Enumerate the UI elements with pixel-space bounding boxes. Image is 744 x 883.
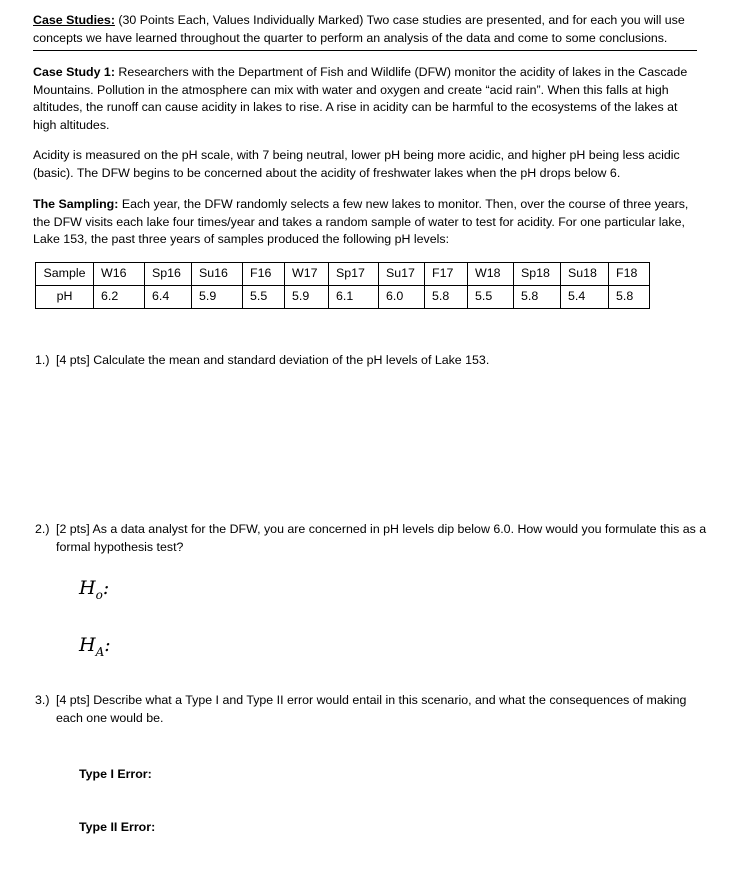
alternative-hypothesis-label — [79, 634, 111, 661]
table-cell-ph: 6.4 — [145, 286, 192, 309]
sampling-paragraph — [33, 196, 708, 249]
table-row-ph — [36, 286, 650, 309]
table-cell-sample: F16 — [243, 263, 285, 286]
case-studies-title: Case Studies: — [33, 13, 115, 27]
question-1 — [35, 352, 707, 370]
intro-paragraph — [33, 12, 718, 47]
question-2-text: [2 pts] As a data analyst for the DFW, you are concerned in pH levels dip below 6.0. How would you formulate this as a formal hypothesis test? — [56, 522, 707, 554]
ha-subscript: A — [95, 644, 105, 659]
case-study-1-label: Case Study 1: — [33, 65, 115, 79]
horizontal-rule — [33, 50, 697, 51]
table-row-sample — [36, 263, 650, 286]
table-cell-ph: 5.8 — [514, 286, 561, 309]
table-cell-ph: 5.9 — [192, 286, 243, 309]
question-3-text: [4 pts] Describe what a Type I and Type II error would entail in this scenario, and what the consequences of making each one would be. — [56, 693, 687, 725]
ph-table — [35, 262, 650, 309]
table-cell-ph: 5.5 — [243, 286, 285, 309]
type-1-error-label: Type I Error: — [79, 767, 152, 781]
question-1-number: 1.) — [35, 353, 50, 367]
table-cell-sample: Sp17 — [329, 263, 379, 286]
table-cell-ph: 6.1 — [329, 286, 379, 309]
table-cell-ph: 6.0 — [379, 286, 425, 309]
h0-subscript: o — [95, 587, 103, 602]
table-cell-sample-label: Sample — [36, 263, 94, 286]
h0-colon: : — [102, 577, 110, 599]
table-cell-sample: F18 — [609, 263, 650, 286]
sampling-text: Each year, the DFW randomly selects a few new lakes to monitor. Then, over the course of three years, the DFW visits each lake four times/year and takes a random sample of water to test for acidity. For one particular lake, Lake 153, the past three years of samples produced the following pH levels: — [33, 197, 689, 247]
table-cell-ph: 5.4 — [561, 286, 609, 309]
table-cell-sample: W17 — [285, 263, 329, 286]
question-3-number: 3.) — [35, 693, 50, 707]
table-cell-sample: Sp16 — [145, 263, 192, 286]
table-cell-sample: Su16 — [192, 263, 243, 286]
ha-letter: H — [79, 634, 96, 656]
table-cell-ph: 5.8 — [609, 286, 650, 309]
acidity-paragraph: Acidity is measured on the pH scale, with 7 being neutral, lower pH being more acidic, and higher pH being less acidic (basic). The DFW begins to be concerned about the acidity of freshwater lakes when the pH drops below 6. — [33, 148, 680, 180]
question-3 — [35, 692, 707, 727]
table-cell-sample: Sp18 — [514, 263, 561, 286]
table-cell-sample: Su18 — [561, 263, 609, 286]
table-cell-ph: 5.5 — [468, 286, 514, 309]
type-2-error-label: Type II Error: — [79, 820, 156, 834]
table-cell-sample: Su17 — [379, 263, 425, 286]
null-hypothesis-label — [79, 577, 110, 604]
table-cell-ph: 5.9 — [285, 286, 329, 309]
question-2-number: 2.) — [35, 522, 50, 536]
h0-letter: H — [79, 577, 96, 599]
ha-colon: : — [104, 634, 111, 656]
table-cell-ph: 6.2 — [94, 286, 145, 309]
intro-text: (30 Points Each, Values Individually Marked) Two case studies are presented, and for each you will use concepts we have learned throughout the quarter to perform an analysis of the data and come to some conclusions. — [33, 13, 685, 45]
case-study-1-paragraph — [33, 64, 697, 134]
case-study-1-text: Researchers with the Department of Fish and Wildlife (DFW) monitor the acidity of lakes in the Cascade Mountains. Pollution in the atmosphere can mix with water and oxygen and create “acid rain”. When this falls at high altitudes, the runoff can cause acidity in lakes to rise. A rise in acidity can be harmful to the ecosystems of the lakes at high altitudes. — [33, 65, 688, 132]
table-cell-ph: 5.8 — [425, 286, 468, 309]
question-1-text: [4 pts] Calculate the mean and standard deviation of the pH levels of Lake 153. — [56, 353, 490, 367]
table-cell-sample: W18 — [468, 263, 514, 286]
question-2 — [35, 521, 707, 556]
sampling-label: The Sampling: — [33, 197, 119, 211]
table-cell-sample: W16 — [94, 263, 145, 286]
table-cell-ph-label: pH — [36, 286, 94, 309]
table-cell-sample: F17 — [425, 263, 468, 286]
